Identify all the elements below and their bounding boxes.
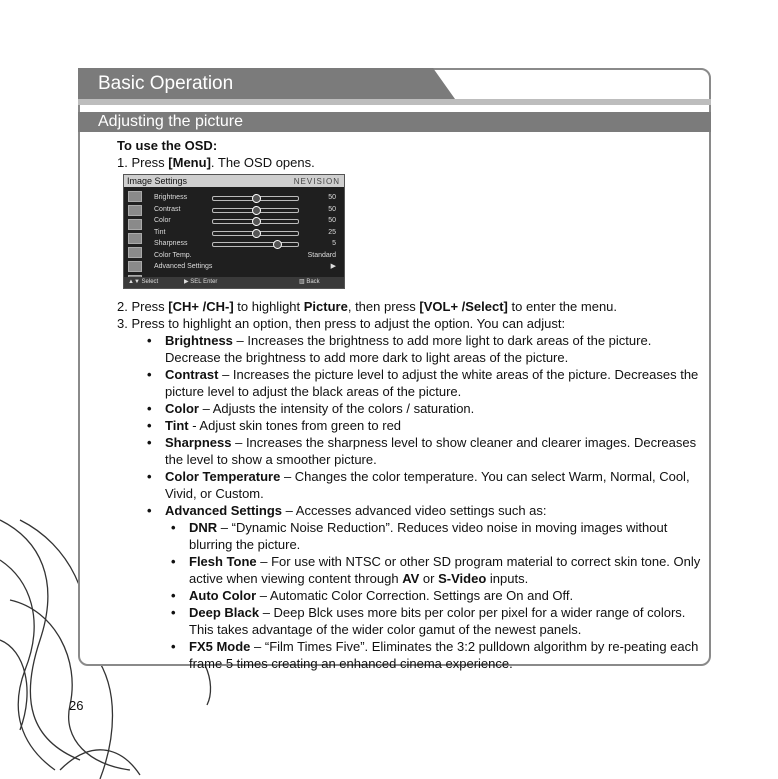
sub-bullet-item: [165, 587, 707, 604]
sub-bullet-term: Deep Black: [189, 605, 260, 620]
sub-bullet-text: – For use with NTSC or other SD program material to correct skin tone. Only active when viewing content through: [189, 554, 701, 586]
osd-row-label: Tint: [154, 228, 166, 236]
bullet-item: [141, 366, 707, 400]
osd-footer-select: ▲▼ Select: [128, 279, 159, 285]
step-3: 3. Press to highlight an option, then press to adjust the option. You can adjust:: [117, 316, 566, 331]
osd-timer-icon: [128, 219, 142, 230]
bullet-item: [141, 468, 707, 502]
bullet-item: [141, 400, 707, 417]
sub-bullet-item: [165, 519, 707, 553]
sub-bullet-text: or: [419, 571, 439, 586]
sub-bullet-term: Flesh Tone: [189, 554, 257, 569]
osd-slider-knob: [252, 229, 261, 238]
bullet-item: [141, 502, 707, 519]
osd-row-label: Sharpness: [154, 240, 188, 247]
sub-bullet-term: Auto Color: [189, 588, 257, 603]
bullet-term: Brightness: [165, 333, 233, 348]
bullet-text: – Increases the brightness to add more light to dark areas of the picture. Decrease the brightness to add more dark to light areas of the picture.: [165, 333, 652, 365]
sub-bullet-item: [165, 604, 707, 638]
bullet-term: Tint: [165, 418, 189, 433]
osd-footer-back: ▥ Back: [299, 279, 320, 285]
bullet-term: Contrast: [165, 367, 219, 382]
bullet-text: - Adjust skin tones from green to red: [188, 418, 402, 433]
bullet-text: – Increases the picture level to adjust the white areas of the picture. Decreases the picture level to adjust the black areas of the picture.: [165, 367, 699, 399]
bullet-item: [141, 332, 707, 366]
osd-row: [154, 239, 336, 249]
sub-bullet-text: – Deep Blck uses more bits per color per pixel for a wider range of colors. This takes advantage of the wider color gamut of the newest panels.: [189, 605, 686, 637]
osd-row-label: Contrast: [154, 205, 181, 213]
osd-row-value: 50: [328, 194, 336, 201]
bullet-text: – Accesses advanced video settings such as:: [282, 503, 547, 518]
osd-slider-knob: [252, 217, 261, 226]
osd-footer: [124, 277, 344, 288]
sub-bullet-text: – Automatic Color Correction. Settings are On and Off.: [256, 588, 574, 603]
osd-parental-icon: [128, 261, 142, 272]
osd-title-bar: [124, 175, 344, 187]
osd-row-value: Standard: [307, 251, 336, 259]
osd-row-value: 50: [328, 217, 336, 224]
osd-row: [154, 205, 336, 215]
section-title: Basic Operation: [98, 73, 234, 94]
osd-row-label: Color: [154, 217, 171, 224]
bullet-item: [141, 434, 707, 468]
bullet-term: Color Temperature: [165, 469, 281, 484]
osd-title: Image Settings: [127, 176, 188, 186]
section-rule: [78, 99, 711, 105]
sub-bullet-term: S-Video: [438, 571, 487, 586]
osd-row-value: ▶: [330, 263, 336, 270]
osd-row: [154, 228, 336, 238]
content-body: [117, 137, 707, 672]
osd-slider: [212, 208, 299, 213]
sub-bullet-item: [165, 638, 707, 672]
osd-settings-icon: [128, 247, 142, 258]
osd-row-label: Brightness: [154, 194, 188, 201]
osd-row: [154, 251, 336, 261]
bullet-text: – Adjusts the intensity of the colors / saturation.: [198, 401, 475, 416]
bullet-term: Color: [165, 401, 199, 416]
osd-row-label: Color Temp.: [154, 251, 192, 259]
subsection-title: Adjusting the picture: [98, 113, 243, 130]
osd-slider: [212, 231, 299, 236]
osd-slider-knob: [252, 194, 261, 203]
step-1: 1. Press [Menu]. The OSD opens.: [117, 155, 315, 170]
osd-row-label: Advanced Settings: [154, 263, 213, 270]
osd-row-value: 50: [328, 205, 336, 213]
osd-audio-icon: [128, 205, 142, 216]
osd-channel-icon: [128, 233, 142, 244]
osd-footer-enter: ▶ SEL Enter: [184, 279, 218, 285]
osd-row-value: 25: [328, 228, 336, 236]
osd-row: [154, 262, 336, 272]
sub-bullet-text: inputs.: [486, 571, 529, 586]
bullet-text: – Changes the color temperature. You can select Warm, Normal, Cool, Vivid, or Custom.: [165, 469, 690, 501]
page-number: 26: [69, 698, 84, 713]
sub-bullet-term: DNR: [189, 520, 218, 535]
osd-row: [154, 193, 336, 203]
bullet-term: Sharpness: [165, 435, 232, 450]
osd-brand: NEVISION: [293, 177, 340, 186]
bullet-text: – Increases the sharpness level to show cleaner and clearer images. Decreases the level to show a smoother picture.: [165, 435, 697, 467]
osd-slider: [212, 196, 299, 201]
osd-slider-knob: [252, 206, 261, 215]
sub-bullet-item: [165, 553, 707, 587]
sub-bullet-term: AV: [402, 571, 420, 586]
sub-bullet-text: – “Dynamic Noise Reduction”. Reduces video noise in moving images without blurring the picture.: [189, 520, 668, 552]
osd-picture-icon: [128, 191, 142, 202]
sub-bullet-text: – “Film Times Five”. Eliminates the 3:2 pulldown algorithm by re-peating each frame 5 times creating an enhanced cinema experience.: [189, 639, 699, 671]
bullet-item: [141, 417, 707, 434]
osd-icon-column: [128, 191, 142, 289]
osd-row: [154, 216, 336, 226]
sub-bullet-term: FX5 Mode: [189, 639, 251, 654]
bullet-term: Advanced Settings: [165, 503, 283, 518]
osd-heading: To use the OSD:: [117, 138, 218, 153]
osd-slider: [212, 219, 299, 224]
osd-row-value: 5: [332, 240, 336, 247]
osd-screenshot: [123, 174, 345, 289]
osd-slider: [212, 242, 299, 247]
step-2: 2. Press [CH+ /CH-] to highlight Picture, then press [VOL+ /Select] to enter the menu.: [117, 299, 618, 314]
osd-slider-knob: [273, 240, 282, 249]
